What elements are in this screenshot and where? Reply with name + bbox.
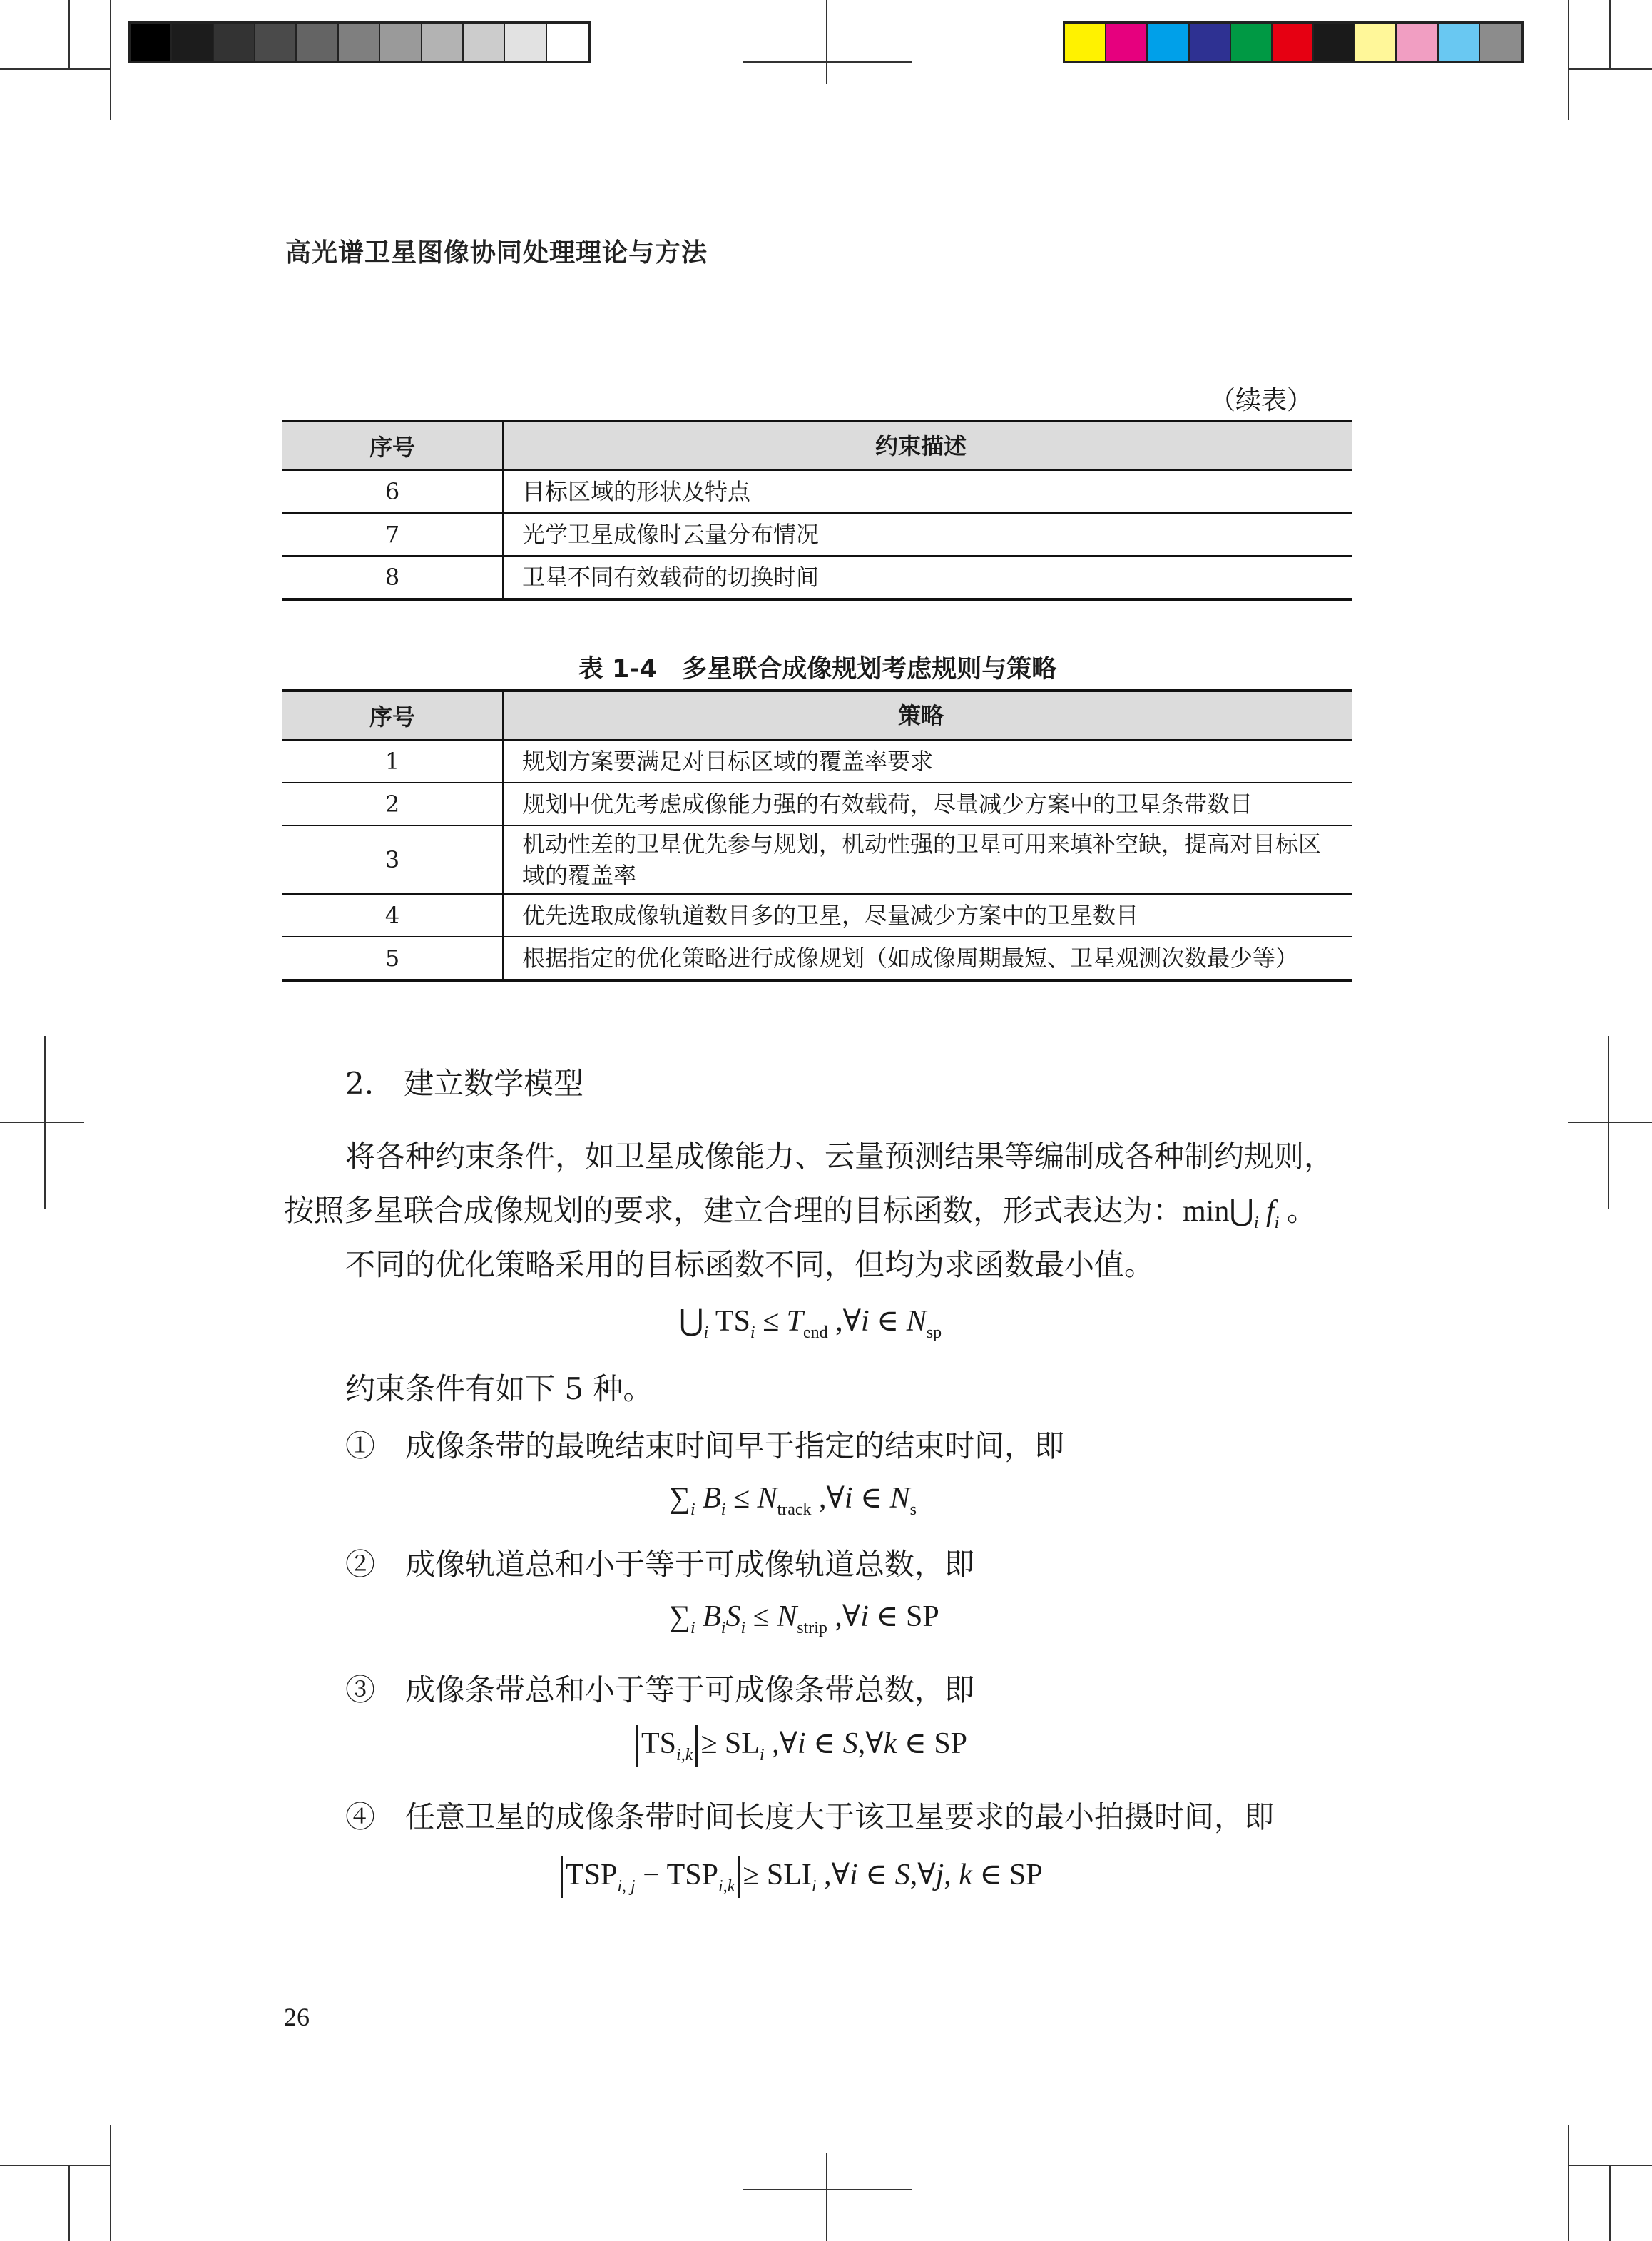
cell-description: 光学卫星成像时云量分布情况 bbox=[503, 513, 1352, 556]
color-swatch bbox=[1231, 24, 1273, 61]
paragraph-1-text: 按照多星联合成像规划的要求，建立合理的目标函数，形式表达为： bbox=[284, 1193, 1183, 1228]
color-swatch bbox=[1480, 24, 1521, 61]
strategy-table bbox=[282, 689, 1352, 982]
cell-index: 7 bbox=[282, 513, 503, 556]
table-row bbox=[282, 470, 1352, 513]
col-header-index: 序号 bbox=[282, 691, 503, 740]
equation-objective: $⋃_i$ $TS_i \le T_{end}$ ,∀i ∈ $N_{sp}$ bbox=[679, 1305, 942, 1342]
constraint-1-text: ① 成像条带的最晚结束时间早于指定的结束时间，即 bbox=[345, 1428, 1065, 1463]
section-heading: 2. 建立数学模型 bbox=[345, 1066, 584, 1101]
equation-constraint-1: $\sum_i$ $B_i \le N_{track}$ ,∀i ∈ $N_s$ bbox=[669, 1482, 917, 1519]
color-swatch bbox=[1314, 24, 1355, 61]
cell-index: 3 bbox=[282, 825, 503, 894]
color-swatch bbox=[547, 24, 588, 61]
table-row bbox=[282, 513, 1352, 556]
color-swatch bbox=[339, 24, 380, 61]
color-swatch bbox=[1355, 24, 1397, 61]
color-swatch bbox=[380, 24, 422, 61]
cell-index: 8 bbox=[282, 556, 503, 599]
grayscale-color-bar bbox=[128, 21, 591, 63]
constraint-table-continued bbox=[282, 420, 1352, 601]
running-header: 高光谱卫星图像协同处理理论与方法 bbox=[285, 238, 708, 268]
objective-formula: $\min⋃_i$ $f_i$ bbox=[1183, 1195, 1280, 1232]
paragraph-1-end: 。 bbox=[1286, 1193, 1317, 1228]
col-header-strategy: 策略 bbox=[503, 691, 1352, 740]
constraint-2-text: ② 成像轨道总和小于等于可成像轨道总数，即 bbox=[345, 1547, 975, 1582]
color-swatch bbox=[172, 24, 213, 61]
color-swatch bbox=[1065, 24, 1106, 61]
paragraph-1-line-1: 将各种约束条件，如卫星成像能力、云量预测结果等编制成各种制约规则， bbox=[345, 1139, 1335, 1174]
cell-strategy: 规划方案要满足对目标区域的覆盖率要求 bbox=[503, 740, 1352, 783]
table-row bbox=[282, 894, 1352, 937]
color-swatch bbox=[1397, 24, 1438, 61]
color-swatch bbox=[464, 24, 505, 61]
color-swatch bbox=[131, 24, 172, 61]
cell-strategy: 根据指定的优化策略进行成像规划（如成像周期最短、卫星观测次数最少等） bbox=[503, 937, 1352, 980]
table-row bbox=[282, 937, 1352, 980]
equation-constraint-4: $TSP_{i, j} - TSP_{i,k} \ge SLI_i$ ,∀i ∈ S,∀j, k ∈ SP bbox=[558, 1856, 1043, 1898]
cell-strategy: 优先选取成像轨道数目多的卫星，尽量减少方案中的卫星数目 bbox=[503, 894, 1352, 937]
paragraph-1-line-2 bbox=[284, 1189, 1317, 1234]
equation-constraint-2: $\sum_i$ $B_iS_i \le N_{strip}$ ,∀i ∈ SP bbox=[669, 1600, 939, 1637]
process-color-bar bbox=[1063, 21, 1524, 63]
table-row bbox=[282, 740, 1352, 783]
paragraph-3: 约束条件有如下 5 种。 bbox=[345, 1371, 653, 1406]
color-swatch bbox=[1190, 24, 1231, 61]
col-header-index: 序号 bbox=[282, 421, 503, 470]
col-header-description: 约束描述 bbox=[503, 421, 1352, 470]
table-row bbox=[282, 825, 1352, 894]
cell-index: 5 bbox=[282, 937, 503, 980]
color-swatch bbox=[505, 24, 546, 61]
color-swatch bbox=[422, 24, 464, 61]
color-swatch bbox=[1106, 24, 1148, 61]
color-swatch bbox=[1439, 24, 1480, 61]
cell-strategy: 规划中优先考虑成像能力强的有效载荷，尽量减少方案中的卫星条带数目 bbox=[503, 783, 1352, 825]
color-swatch bbox=[1148, 24, 1189, 61]
constraint-3-text: ③ 成像条带总和小于等于可成像条带总数，即 bbox=[345, 1672, 975, 1707]
constraint-4-text: ④ 任意卫星的成像条带时间长度大于该卫星要求的最小拍摄时间，即 bbox=[345, 1799, 1275, 1834]
cell-index: 1 bbox=[282, 740, 503, 783]
cell-index: 4 bbox=[282, 894, 503, 937]
paragraph-2: 不同的优化策略采用的目标函数不同，但均为求函数最小值。 bbox=[345, 1247, 1155, 1282]
table-caption: 表 1-4 多星联合成像规划考虑规则与策略 bbox=[578, 655, 1057, 684]
cell-description: 目标区域的形状及特点 bbox=[503, 470, 1352, 513]
page-number: 26 bbox=[284, 2003, 310, 2031]
equation-constraint-3: $TS_{i,k} \ge SL_i$ ,∀i ∈ S,∀k ∈ SP bbox=[633, 1725, 967, 1767]
table-header-row bbox=[282, 691, 1352, 740]
cell-index: 2 bbox=[282, 783, 503, 825]
color-swatch bbox=[1273, 24, 1314, 61]
cell-description: 卫星不同有效载荷的切换时间 bbox=[503, 556, 1352, 599]
cell-strategy: 机动性差的卫星优先参与规划，机动性强的卫星可用来填补空缺，提高对目标区域的覆盖率 bbox=[503, 825, 1352, 894]
color-swatch bbox=[297, 24, 338, 61]
table-row bbox=[282, 783, 1352, 825]
color-swatch bbox=[255, 24, 297, 61]
cell-index: 6 bbox=[282, 470, 503, 513]
continued-table-note: （续表） bbox=[1209, 386, 1312, 415]
color-swatch bbox=[214, 24, 255, 61]
table-header-row bbox=[282, 421, 1352, 470]
table-row bbox=[282, 556, 1352, 599]
